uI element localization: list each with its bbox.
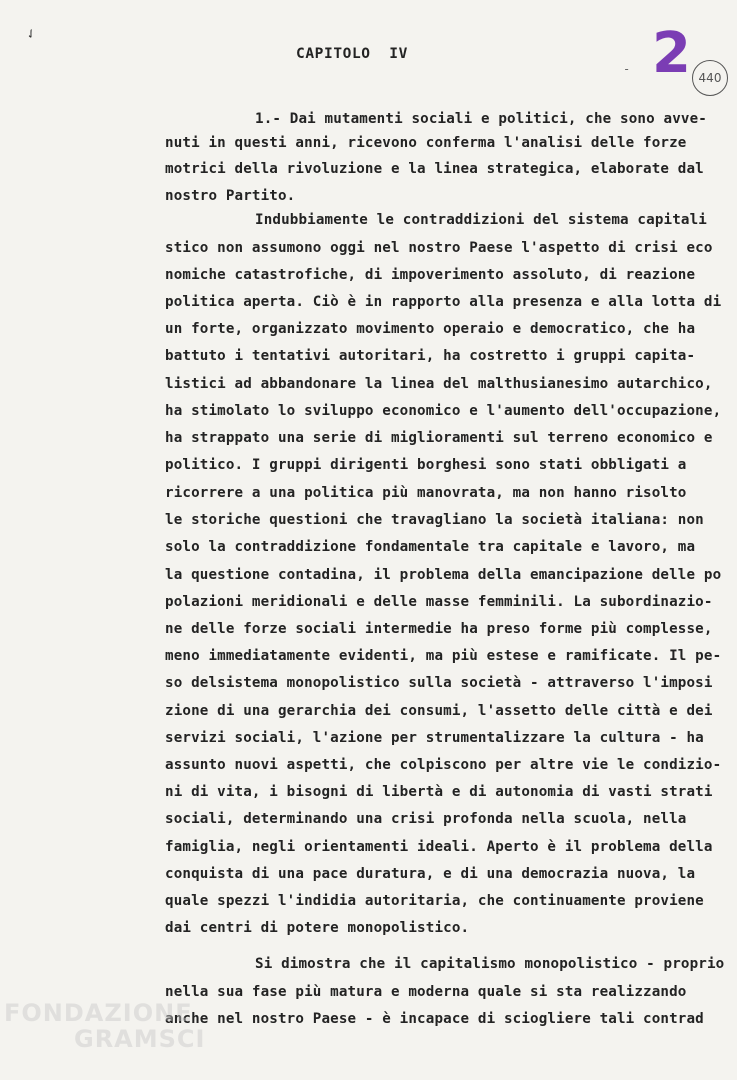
text-line: polazioni meridionali e delle masse femminili. La subordinazio- [165, 594, 713, 610]
text-line: quale spezzi l'indidia autoritaria, che continuamente proviene [165, 893, 704, 909]
text-line: nostro Partito. [165, 188, 296, 204]
text-line: nomiche catastrofiche, di impoverimento assoluto, di reazione [165, 267, 696, 283]
text-line: assunto nuovi aspetti, che colpiscono per altre vie le condizio- [165, 757, 722, 773]
text-line: so delsistema monopolistico sulla società - attraverso l'imposi [165, 675, 713, 691]
text-line: sociali, determinando una crisi profonda nella scuola, nella [165, 811, 687, 827]
text-line: conquista di una pace duratura, e di una democrazia nuova, la [165, 866, 696, 882]
text-line: politica aperta. Ciò è in rapporto alla presenza e alla lotta di [165, 294, 722, 310]
text-line: ni di vita, i bisogni di libertà e di autonomia di vasti strati [165, 784, 713, 800]
text-line: politico. I gruppi dirigenti borghesi sono stati obbligati a [165, 457, 687, 473]
text-line: ricorrere a una politica più manovrata, ma non hanno risolto [165, 485, 687, 501]
text-line: motrici della rivoluzione e la linea strategica, elaborate dal [165, 161, 704, 177]
text-line: ne delle forze sociali intermedie ha preso forme più complesse, [165, 621, 713, 637]
text-line: solo la contraddizione fondamentale tra capitale e lavoro, ma [165, 539, 696, 555]
watermark-line: FONDAZIONE [4, 999, 193, 1027]
text-line: un forte, organizzato movimento operaio e democratico, che ha [165, 321, 696, 337]
pen-mark: ✓ [23, 25, 40, 43]
text-line: la questione contadina, il problema della emancipazione delle po [165, 567, 722, 583]
archive-watermark [4, 1000, 205, 1052]
text-line: anche nel nostro Paese - è incapace di sciogliere tali contrad [165, 1011, 704, 1027]
text-line: battuto i tentativi autoritari, ha costretto i gruppi capita- [165, 348, 696, 364]
text-line: zione di una gerarchia dei consumi, l'assetto delle città e dei [165, 703, 713, 719]
chapter-title: CAPITOLO IV [296, 46, 408, 62]
text-line: dai centri di potere monopolistico. [165, 920, 470, 936]
text-line: nuti in questi anni, ricevono conferma l'analisi delle forze [165, 135, 687, 151]
text-line: stico non assumono oggi nel nostro Paese l'aspetto di crisi eco [165, 240, 713, 256]
text-line: 1.- Dai mutamenti sociali e politici, che sono avve- [255, 111, 707, 127]
text-line: famiglia, negli orientamenti ideali. Aperto è il problema della [165, 839, 713, 855]
text-line: Si dimostra che il capitalismo monopolistico - proprio [255, 956, 725, 972]
margin-dash: - [623, 62, 631, 76]
text-line: meno immediatamente evidenti, ma più estese e ramificate. Il pe- [165, 648, 722, 664]
text-line: Indubbiamente le contraddizioni del sistema capitali [255, 212, 707, 228]
text-line: servizi sociali, l'azione per strumentalizzare la cultura - ha [165, 730, 704, 746]
archive-number-stamp: 440 [692, 60, 728, 96]
handwritten-page-number: 2 [652, 21, 691, 86]
text-line: le storiche questioni che travagliano la società italiana: non [165, 512, 704, 528]
text-line: ha strappato una serie di miglioramenti sul terreno economico e [165, 430, 713, 446]
watermark-line: GRAMSCI [74, 1025, 206, 1053]
text-line: nella sua fase più matura e moderna quale si sta realizzando [165, 984, 687, 1000]
text-line: listici ad abbandonare la linea del malthusianesimo autarchico, [165, 376, 713, 392]
text-line: ha stimolato lo sviluppo economico e l'aumento dell'occupazione, [165, 403, 722, 419]
